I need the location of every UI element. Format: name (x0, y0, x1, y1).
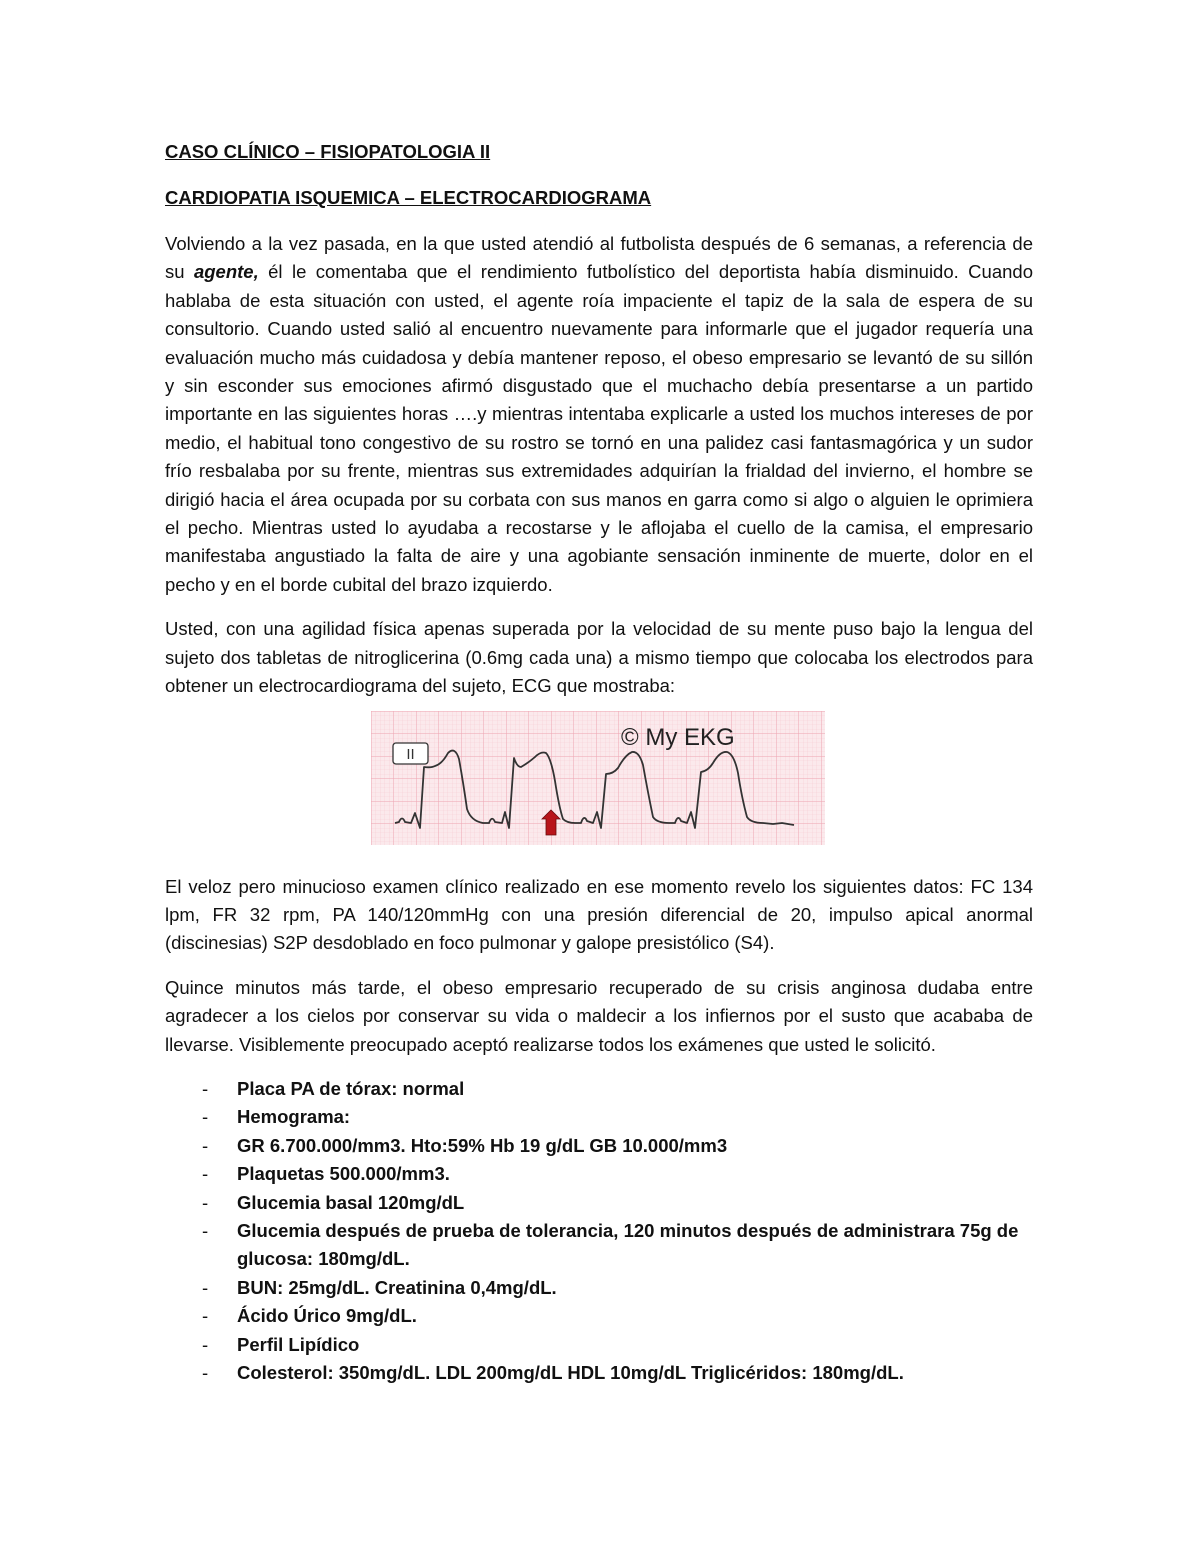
lab-result-text: Glucemia basal 120mg/dL (237, 1191, 465, 1213)
lab-result-item (165, 1103, 1033, 1131)
list-dash: - (202, 1134, 209, 1156)
list-dash: - (202, 1276, 209, 1298)
ecg-figure-wrap (165, 711, 1033, 851)
list-dash: - (202, 1163, 209, 1185)
lab-result-text: Placa PA de tórax: normal (237, 1077, 465, 1099)
emphasis-agente: agente, (193, 261, 259, 283)
lab-result-item (165, 1189, 1033, 1217)
lab-result-text: Colesterol: 350mg/dL. LDL 200mg/dL HDL 10mg/dL Triglicéridos: 180mg/dL. (237, 1362, 904, 1383)
list-dash: - (202, 1333, 209, 1355)
lab-result-text: Ácido Úrico 9mg/dL. (237, 1305, 417, 1327)
lab-result-item (165, 1302, 1033, 1330)
paragraph-clinical-exam: El veloz pero minucioso examen clínico realizado en ese momento revelo los siguientes datos: FC 134 lpm, FR 32 rpm, PA 140/120mmHg con una presión diferencial de 20, impulso apical anormal (discinesias) S2P desdoblado en foco pulmonar y galope presistólico (S4). (165, 875, 1033, 954)
lab-result-text: Perfil Lipídico (237, 1333, 360, 1355)
paragraph-case-intro (165, 230, 1033, 599)
ecg-strip-image (371, 711, 825, 845)
lab-result-item (165, 1075, 1033, 1103)
lead-label: II (406, 745, 415, 763)
paragraph-text: Volviendo a la vez pasada, en la que usted atendió al futbolista después de 6 semanas, a referencia de su (165, 233, 1033, 283)
paragraph-recovery: Quince minutos más tarde, el obeso empresario recuperado de su crisis anginosa dudaba entre agradecer a los cielos por conservar su vida o maldecir a los infiernos por el susto que acababa de llevarse. Visiblemente preocupado aceptó realizarse todos los exámenes que usted le solicitó. (165, 976, 1033, 1055)
lab-result-item (165, 1217, 1033, 1274)
list-dash: - (202, 1219, 209, 1241)
list-dash: - (202, 1362, 209, 1383)
case-subtitle: CARDIOPATIA ISQUEMICA – ELECTROCARDIOGRAMA (165, 187, 652, 208)
list-dash: - (202, 1106, 209, 1128)
lab-result-item (165, 1359, 1033, 1387)
lab-result-text: BUN: 25mg/dL. Creatinina 0,4mg/dL. (237, 1276, 557, 1298)
lab-result-text: GR 6.700.000/mm3. Hto:59% Hb 19 g/dL GB 10.000/mm3 (237, 1134, 728, 1156)
lab-result-item (165, 1160, 1033, 1188)
case-title: CASO CLÍNICO – FISIOPATOLOGIA II (165, 141, 491, 162)
document-body (165, 138, 1033, 1387)
lab-result-item (165, 1331, 1033, 1359)
paragraph-text: él le comentaba que el rendimiento futbolístico del deportista había disminuido. Cuando hablaba de esta situación con usted, el agente roía impaciente el tapiz de la sala de espera de su consultorio. Cuando usted salió al encuentro nuevamente para informarle que el jugador requería una evaluación mucho más cuidadosa y debía mantener reposo, el obeso empresario se levantó de su sillón y sin esconder sus emociones afirmó disgustado que el muchacho debía presentarse a un partido importante en las siguientes horas ….y mientras intentaba explicarle a usted los muchos intereses de por medio, el habitual tono congestivo de su rostro se tornó en una palidez casi fantasmagórica y un sudor frío resbalaba por su frente, mientras sus extremidades adquirían la frialdad del invierno, el hombre se dirigió hacia el área ocupada por su corbata con sus manos en garra como si algo o alguien le oprimiera el pecho. Mientras usted lo ayudaba a recostarse y le aflojaba el cuello de la camisa, el empresario manifestaba angustiado la falta de aire y una agobiante sensación inminente de muerte, dolor en el pecho y en el borde cubital del brazo izquierdo. (165, 261, 1033, 595)
list-dash: - (202, 1305, 209, 1327)
list-dash: - (202, 1077, 209, 1099)
lab-results-list (165, 1075, 1033, 1387)
list-dash: - (202, 1191, 209, 1213)
ecg-grid (371, 711, 825, 845)
paragraph-ecg-intro: Usted, con una agilidad física apenas superada por la velocidad de su mente puso bajo la lengua del sujeto dos tabletas de nitroglicerina (0.6mg cada una) a mismo tiempo que colocaba los electrodos para obtener un electrocardiograma del sujeto, ECG que mostraba: (165, 618, 1033, 697)
ecg-watermark: © My EKG (621, 723, 735, 751)
lab-result-item (165, 1274, 1033, 1302)
lab-result-text: Hemograma: (237, 1106, 351, 1128)
lab-result-text: Plaquetas 500.000/mm3. (237, 1163, 450, 1185)
lab-result-item (165, 1132, 1033, 1160)
lab-result-text: Glucemia después de prueba de tolerancia, 120 minutos después de administrara 75g de glucosa: 180mg/dL. (237, 1219, 1019, 1270)
